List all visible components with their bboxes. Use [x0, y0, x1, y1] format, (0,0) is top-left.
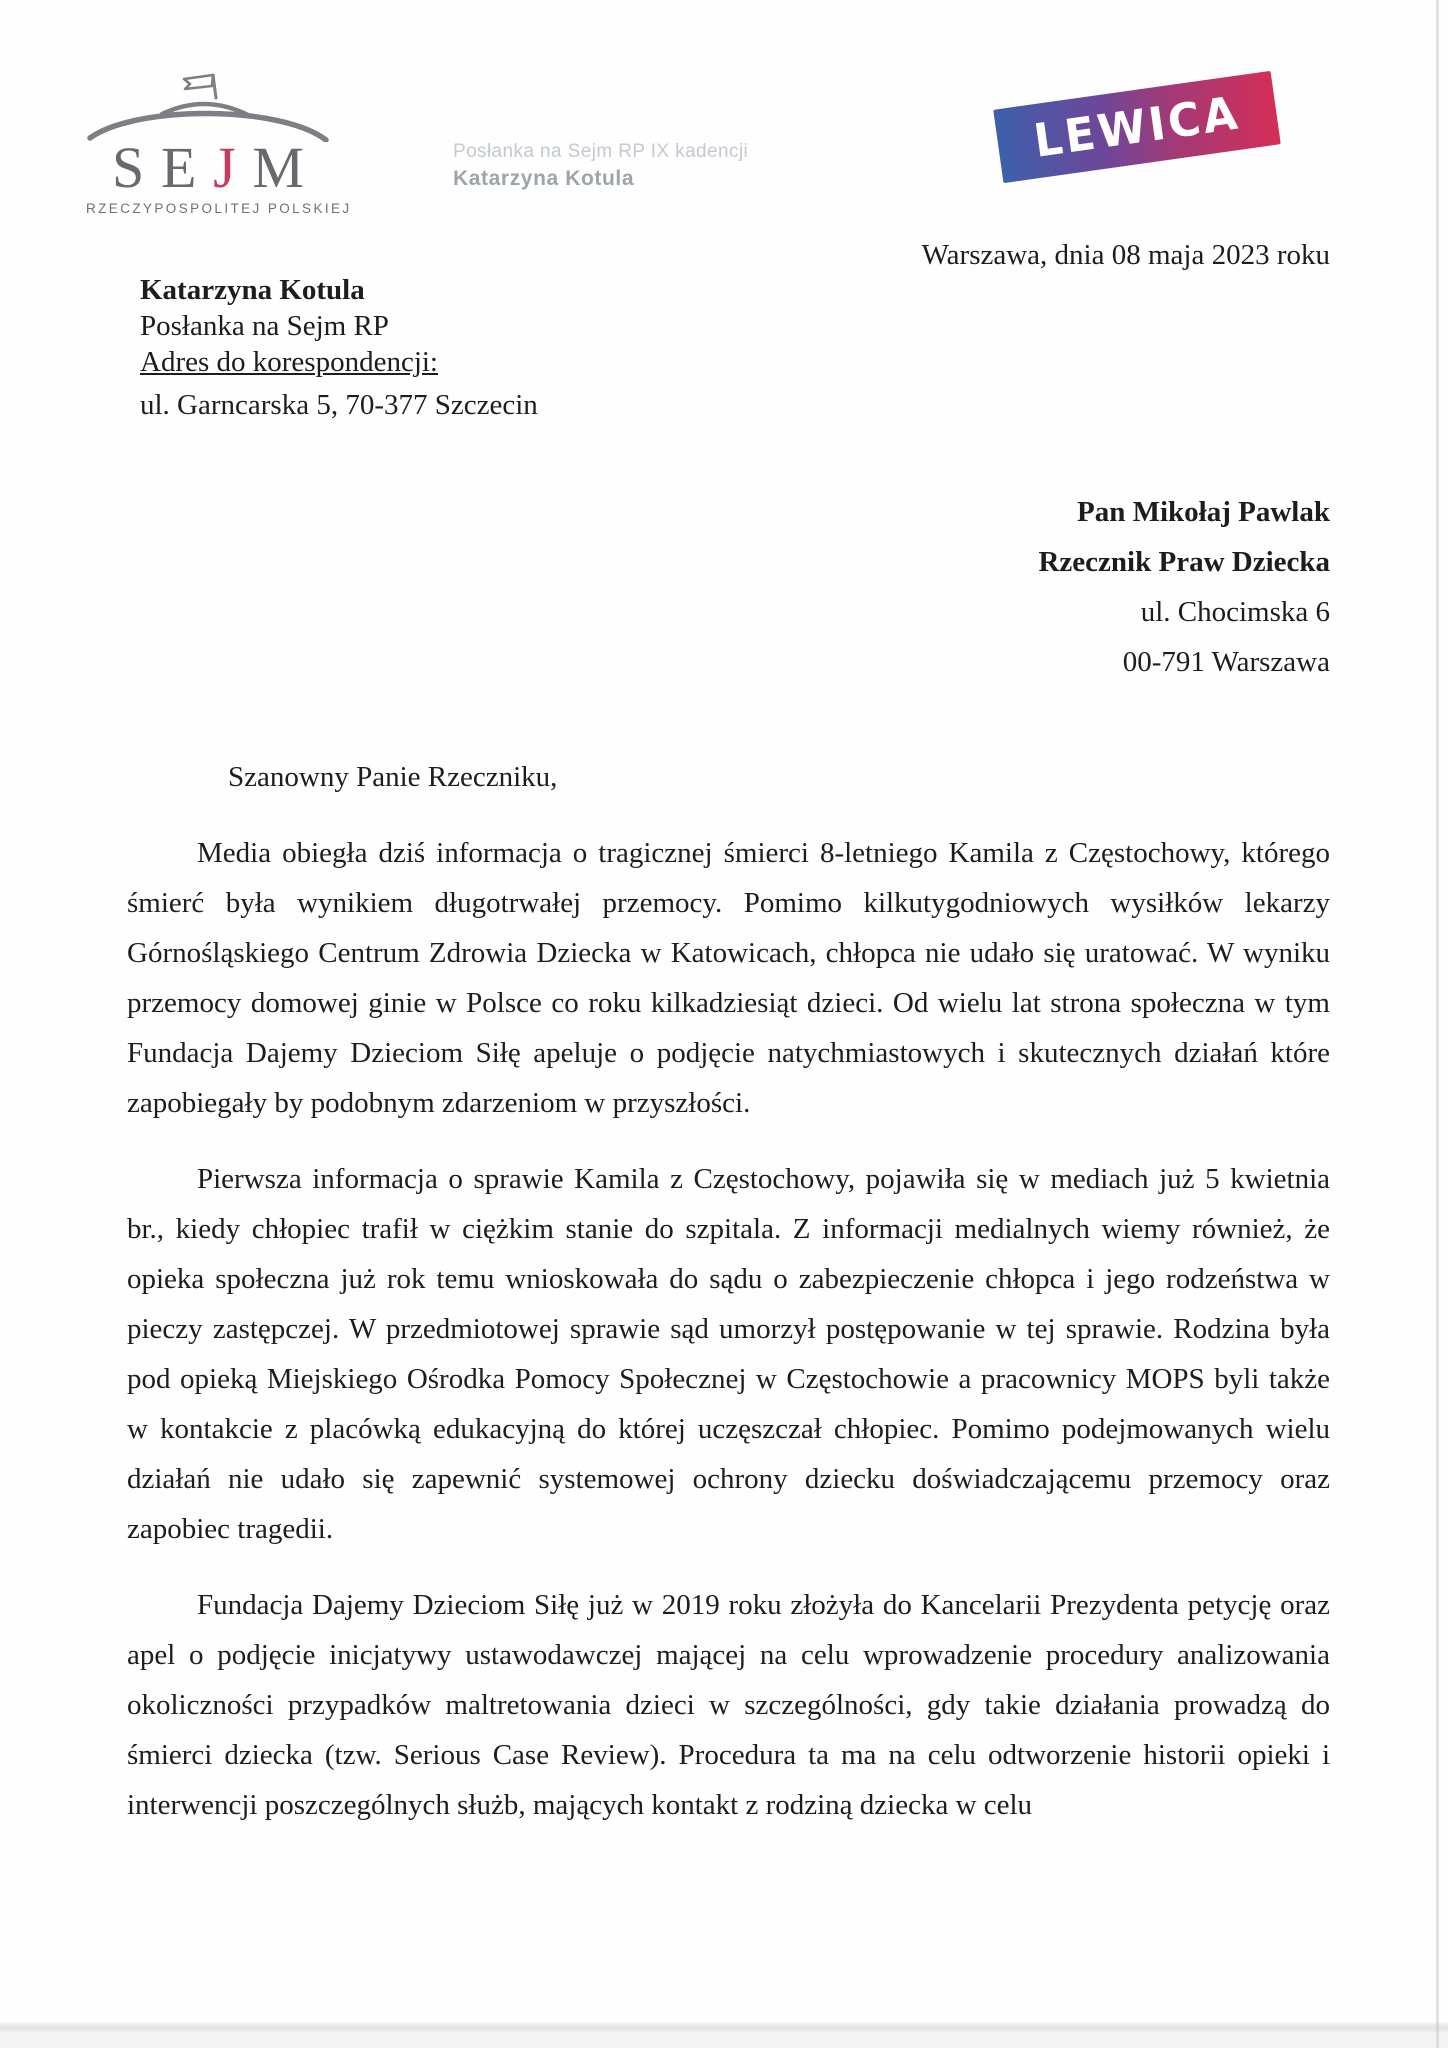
- sender-role: Posłanka na Sejm RP: [140, 310, 389, 342]
- lewica-logo: [993, 71, 1281, 183]
- scan-footer-area: [0, 2032, 1448, 2048]
- date-line: Warszawa, dnia 08 maja 2023 roku: [921, 239, 1330, 271]
- letter-body: [127, 752, 1330, 1856]
- paragraph-1: Media obiegła dziś informacja o tragicznej śmierci 8-letniego Kamila z Częstochowy, którego śmierć była wynikiem długotrwałej przemocy. Pomimo kilkutygodniowych wysiłków lekarzy Górnośląskiego Centrum Zdrowia Dziecka w Katowicach, chłopca nie udało się uratować. W wyniku przemocy domowej ginie w Polsce co roku kilkadziesiąt dzieci. Od wielu lat strona społeczna w tym Fundacja Dajemy Dzieciom Siłę apeluje o podjęcie natychmiastowych i skutecznych działań które zapobiegały by podobnym zdarzeniom w przyszłości.: [127, 837, 1330, 1119]
- lewica-wordmark: LEWICA: [1030, 86, 1244, 168]
- sejm-wordmark: [112, 135, 304, 200]
- scan-edge-line: [1436, 0, 1439, 2048]
- sender-address: ul. Garncarska 5, 70-377 Szczecin: [140, 389, 538, 421]
- caption-name: Katarzyna Kotula: [453, 167, 635, 190]
- sejm-letter-m: M: [252, 135, 304, 200]
- sender-block: [140, 272, 538, 423]
- sejm-letter-e: E: [160, 135, 197, 200]
- sejm-logo: [86, 68, 352, 216]
- sejm-subtitle: RZECZYPOSPOLITEJ POLSKIEJ: [86, 201, 352, 216]
- sejm-letter-s: S: [112, 135, 145, 200]
- sender-name: Katarzyna Kotula: [140, 274, 365, 306]
- sender-address-label: Adres do korespondencji:: [140, 346, 438, 378]
- sejm-letter-j: J: [213, 135, 236, 200]
- paragraph-2: Pierwsza informacja o sprawie Kamila z Częstochowy, pojawiła się w mediach już 5 kwietnia br., kiedy chłopiec trafił w ciężkim stanie do szpitala. Z informacji medialnych wiemy również, że opieka społeczna już rok temu wnioskowała do sądu o zabezpieczenie chłopca i jego rodzeństwa w pieczy zastępczej. W przedmiotowej sprawie sąd umorzył postępowanie w tej sprawie. Rodzina była pod opieką Miejskiego Ośrodka Pomocy Społecznej w Częstochowie a pracownicy MOPS byli także w kontakcie z placówką edukacyjną do której uczęszczał chłopiec. Pomimo podejmowanych wielu działań nie udało się zapewnić systemowej ochrony dziecku doświadczającemu przemocy oraz zapobiec tragedii.: [127, 1163, 1330, 1545]
- recipient-block: [1038, 487, 1330, 687]
- sejm-dome-icon: [86, 68, 330, 142]
- recipient-name: Pan Mikołaj Pawlak: [1077, 496, 1330, 528]
- recipient-title: Rzecznik Praw Dziecka: [1038, 546, 1330, 578]
- recipient-street: ul. Chocimska 6: [1140, 596, 1330, 628]
- letterhead-caption: [453, 141, 748, 191]
- recipient-city: 00-791 Warszawa: [1122, 646, 1330, 678]
- paragraph-3: Fundacja Dajemy Dzieciom Siłę już w 2019 roku złożyła do Kancelarii Prezydenta petycję oraz apel o podjęcie inicjatywy ustawodawczej mającej na celu wprowadzenie procedury analizowania okoliczności przypadków maltretowania dzieci w szczególności, gdy takie działania prowadzą do śmierci dziecka (tzw. Serious Case Review). Procedura ta ma na celu odtworzenie historii opieki i interwencji poszczególnych służb, mających kontakt z rodziną dziecka w celu: [127, 1589, 1330, 1821]
- salutation: Szanowny Panie Rzeczniku,: [228, 761, 558, 793]
- caption-role: Posłanka na Sejm RP IX kadencji: [453, 141, 749, 162]
